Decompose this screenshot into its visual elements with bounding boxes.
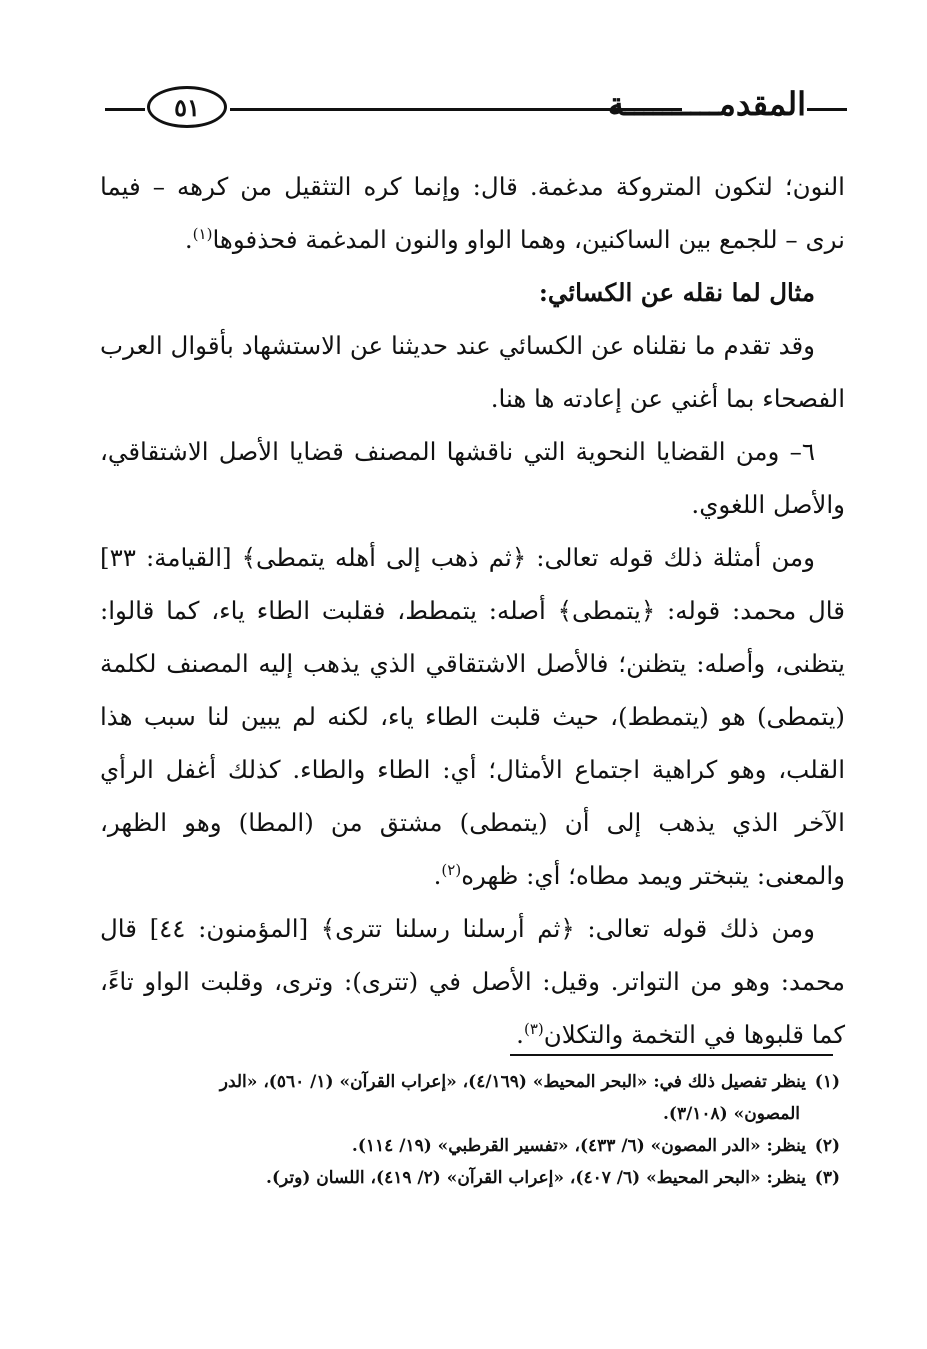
running-header	[105, 72, 847, 142]
paragraph-1-end: .	[184, 225, 193, 254]
footnote-2	[100, 1130, 840, 1162]
footnotes	[100, 1066, 840, 1194]
page-number: ٥١	[147, 86, 227, 128]
footnote-number: (٢)	[814, 1136, 840, 1156]
paragraph-2: وقد تقدم ما نقلناه عن الكسائي عند حديثنا عن الاستشهاد بأقوال العرب الفصحاء بما أغني عن إعادته ها هنا.	[100, 331, 845, 413]
paragraph-5-text: ومن ذلك قوله تعالى: ﴿ثم أرسلنا رسلنا تترى﴾ [المؤمنون: ٤٤] قال محمد: وهو من التواتر. وقيل: الأصل في (تترى): وترى، وقلبت الواو تاءً، كما قلبوها في التخمة والتكلان	[100, 914, 845, 1049]
footnote-text: ينظر: «الدر المصون» (٦/ ٤٣٣)، «تفسير القرطبي» (١٩/ ١١٤).	[351, 1136, 806, 1156]
header-rule-left	[105, 108, 145, 111]
paragraph-1	[100, 160, 845, 266]
paragraph-4	[100, 531, 845, 902]
header-rule-right	[807, 108, 847, 111]
section-heading: مثال لما نقله عن الكسائي:	[538, 278, 815, 307]
footnote-ref-1[interactable]: (١)	[192, 224, 213, 243]
paragraph-5	[100, 902, 845, 1061]
footnote-number: (١)	[814, 1072, 840, 1092]
footnote-text: ينظر: «البحر المحيط» (٦/ ٤٠٧)، «إعراب القرآن» (٢/ ٤١٩)، اللسان (وتر).	[266, 1168, 806, 1188]
header-rule-middle	[230, 108, 682, 111]
paragraph-1-text: النون؛ لتكون المتروكة مدغمة. قال: وإنما كره التثقيل من كرهه – فيما نرى – للجمع بين الساكنين، وهما الواو والنون المدغمة فحذفوها	[100, 172, 845, 254]
footnote-separator	[510, 1054, 833, 1056]
footnote-text: ينظر تفصيل ذلك في: «البحر المحيط» (٤/١٦٩)، «إعراب القرآن» (١/ ٥٦٠)، «الدر	[219, 1072, 806, 1092]
paragraph-5-end: .	[516, 1020, 524, 1049]
footnote-3	[100, 1162, 840, 1194]
footnote-ref-2[interactable]: (٢)	[441, 860, 462, 879]
footnote-1	[100, 1066, 840, 1098]
paragraph-4-text: ومن أمثلة ذلك قوله تعالى: ﴿ثم ذهب إلى أهله يتمطى﴾ [القيامة: ٣٣] قال محمد: قوله: ﴿يتمطى﴾ أصله: يتمطط، فقلبت الطاء ياء، كما قالوا: يتظنى، وأصله: يتظنن؛ فالأصل الاشتقاقي الذي يذهب إليه المصنف لكلمة (يتمطى) هو (يتمطط)، حيث قلبت الطاء ياء، لكنه لم يبين لنا سبب هذا القلب، وهو كراهية اجتماع الأمثال؛ أي: الطاء والطاء. كذلك أغفل الرأي الآخر الذي يذهب إلى أن (يتمطى) مشتق من (المطا) وهو الظهر، والمعنى: يتبختر ويمد مطاه؛ أي: ظهره	[100, 543, 845, 890]
paragraph-3: ٦– ومن القضايا النحوية التي ناقشها المصنف قضايا الأصل الاشتقاقي، والأصل اللغوي.	[100, 437, 845, 519]
chapter-title: المقدمــــــــــة	[607, 85, 806, 123]
footnote-number: (٣)	[814, 1168, 840, 1188]
main-text	[100, 160, 845, 1061]
footnote-1-continued: المصون» (٣/١٠٨).	[662, 1104, 800, 1124]
footnote-ref-3[interactable]: (٣)	[523, 1019, 544, 1038]
paragraph-4-end: .	[433, 861, 442, 890]
